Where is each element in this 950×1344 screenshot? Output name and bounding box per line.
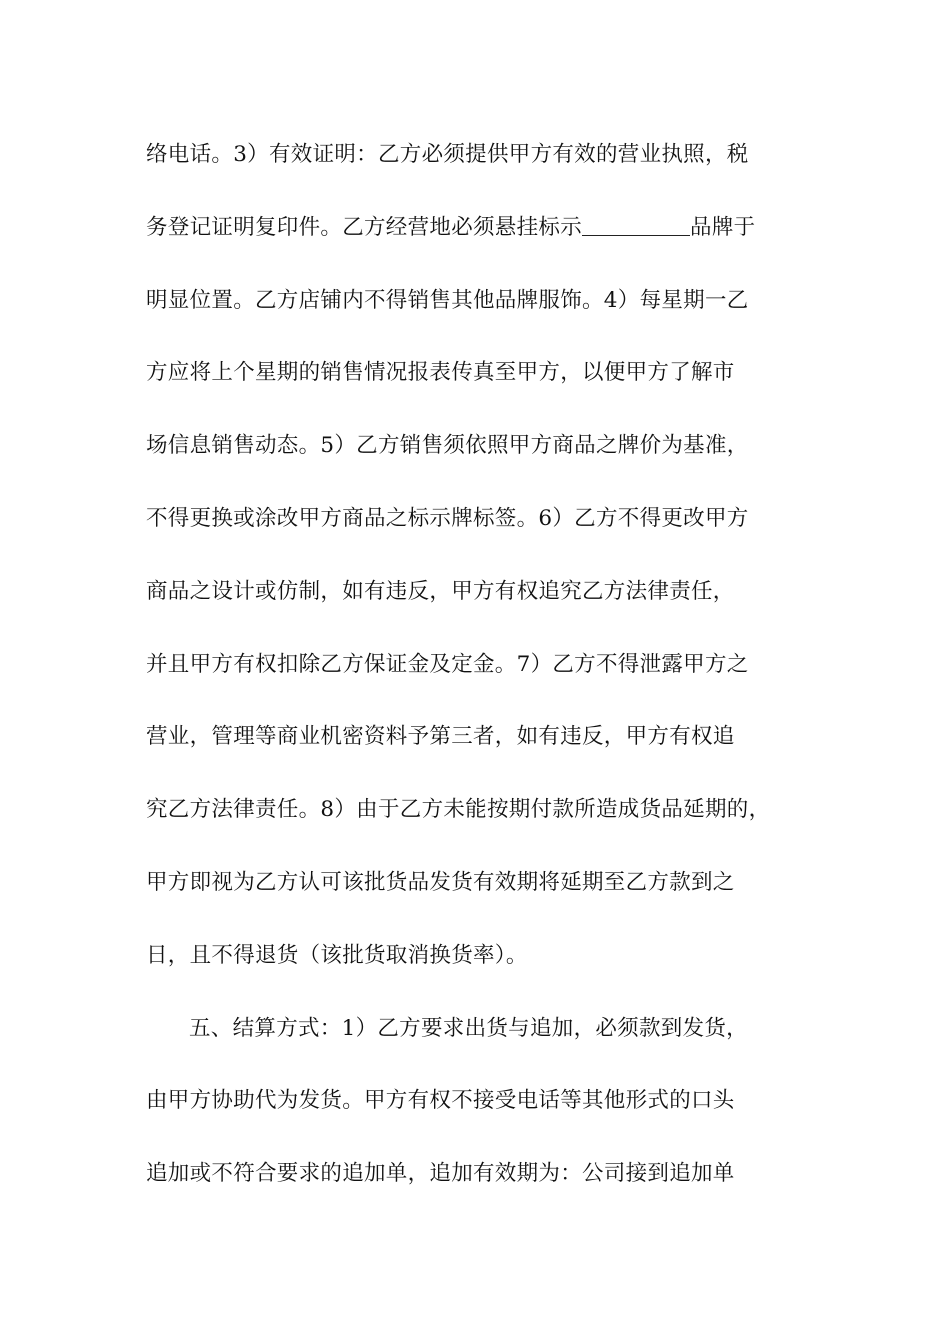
- text-line: 场信息销售动态。5）乙方销售须依照甲方商品之牌价为基准，: [146, 433, 749, 459]
- text-line: 由甲方协助代为发货。甲方有权不接受电话等其他形式的口头: [146, 1088, 735, 1114]
- contract-body-text: [146, 129, 826, 1221]
- text-line: 并且甲方有权扣除乙方保证金及定金。7）乙方不得泄露甲方之: [146, 651, 749, 677]
- text-line: 日，且不得退货（该批货取消换货率）。: [146, 942, 528, 968]
- text-line: 商品之设计或仿制，如有违反，甲方有权追究乙方法律责任，: [146, 578, 735, 604]
- brand-name-blank: [582, 213, 690, 236]
- text-line: 甲方即视为乙方认可该批货品发货有效期将延期至乙方款到之: [146, 869, 735, 895]
- text-line: [146, 202, 826, 254]
- text-line: 营业，管理等商业机密资料予第三者，如有违反，甲方有权追: [146, 724, 735, 750]
- text-line: 明显位置。乙方店铺内不得销售其他品牌服饰。4）每星期一乙: [146, 287, 749, 313]
- text-line: 不得更换或涂改甲方商品之标示牌标签。6）乙方不得更改甲方: [146, 505, 749, 531]
- text-segment: 品牌于: [690, 214, 756, 240]
- text-line: 络电话。3）有效证明：乙方必须提供甲方有效的营业执照，税: [146, 142, 749, 167]
- text-line: 究乙方法律责任。8）由于乙方未能按期付款所造成货品延期的，: [146, 797, 771, 823]
- text-line: 追加或不符合要求的追加单，追加有效期为：公司接到追加单: [146, 1161, 735, 1187]
- text-line: 方应将上个星期的销售情况报表传真至甲方，以便甲方了解市: [146, 360, 735, 386]
- section-heading-line: 五、结算方式：1）乙方要求出货与追加，必须款到发货，: [189, 1015, 748, 1041]
- text-segment: 务登记证明复印件。乙方经营地必须悬挂标示: [146, 214, 583, 240]
